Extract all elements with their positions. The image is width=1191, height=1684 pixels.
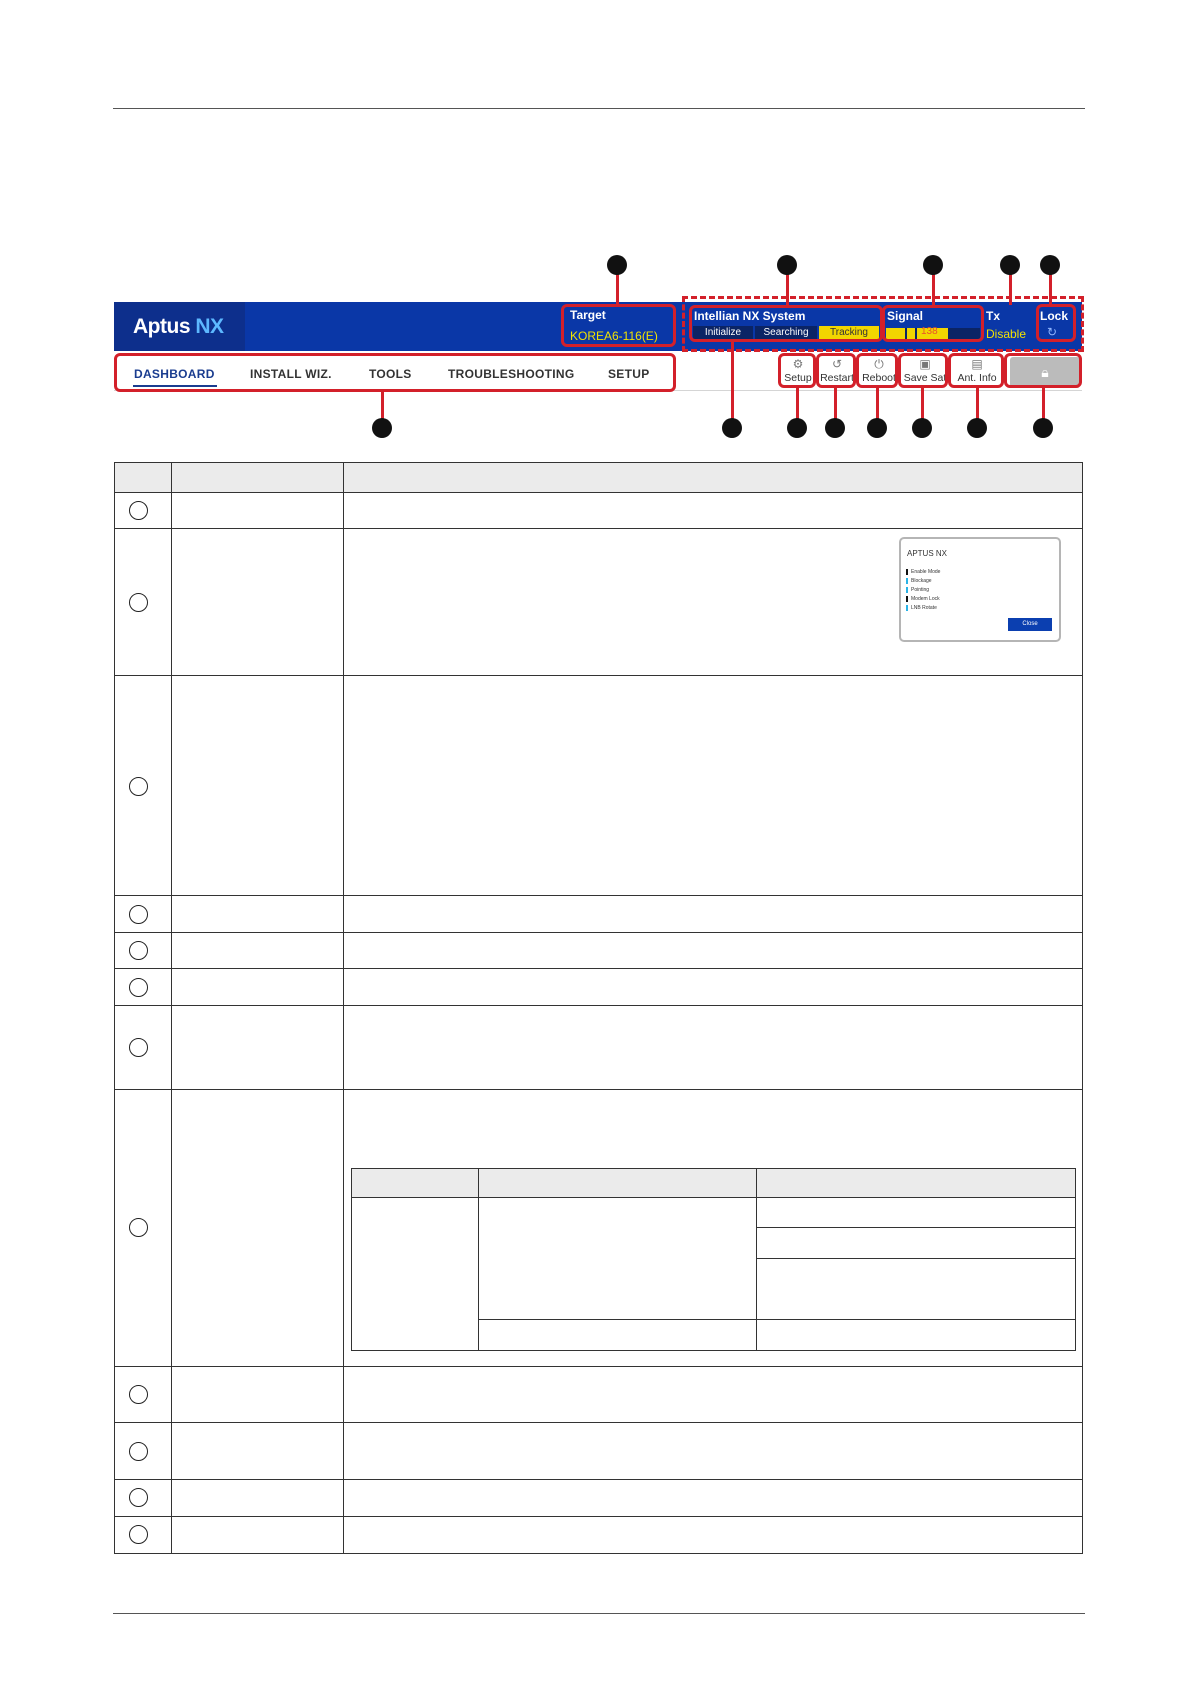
tab-dashboard[interactable]: DASHBOARD [134, 367, 215, 381]
row-divider [114, 895, 1083, 896]
target-outline [561, 304, 676, 347]
table-border [114, 462, 1083, 463]
callout-marker [912, 418, 932, 438]
tx-value: Disable [986, 327, 1027, 341]
callout-marker [372, 418, 392, 438]
table-border [114, 1553, 1083, 1554]
save-icon: ▣ [919, 357, 931, 371]
leader-line [834, 387, 837, 420]
ant-info-button-label: Ant. Info [957, 372, 997, 384]
gear-icon: ⚙ [792, 357, 804, 371]
save-sat-outline [898, 353, 948, 388]
logo-accent: NX [195, 315, 224, 338]
callout-marker [867, 418, 887, 438]
inner-table-border [351, 1168, 1076, 1169]
popup-item-marker [906, 578, 908, 584]
callout-marker [787, 418, 807, 438]
state-searching: Searching [755, 326, 817, 340]
nav-outline [114, 353, 676, 392]
bottom-rule [113, 1613, 1085, 1614]
leader-line [876, 387, 879, 420]
setup-outline [778, 353, 816, 388]
callout-marker [1000, 255, 1020, 275]
row-number-circle [129, 1442, 148, 1461]
leader-line [976, 387, 979, 420]
ant-info-outline [948, 353, 1004, 388]
callout-marker [1040, 255, 1060, 275]
restart-outline [816, 353, 856, 388]
save-sat-button-label: Save Sat [903, 372, 947, 384]
top-rule [113, 108, 1085, 109]
row-number-circle [129, 905, 148, 924]
tab-setup[interactable]: SETUP [608, 367, 650, 381]
lock-button-outline [1004, 353, 1082, 388]
row-divider [114, 1005, 1083, 1006]
row-divider [114, 1479, 1083, 1480]
signal-value: 138 [921, 326, 938, 337]
row-number-circle [129, 501, 148, 520]
inner-column-divider [478, 1168, 479, 1351]
leader-line [921, 387, 924, 420]
table-header [114, 462, 1082, 492]
system-outline [689, 305, 883, 342]
leader-line [731, 340, 734, 420]
table-border [114, 462, 115, 1554]
state-initialize: Initialize [693, 326, 753, 340]
app-logo [133, 315, 224, 339]
row-divider [114, 1422, 1083, 1423]
row-number-circle [129, 978, 148, 997]
state-tracking: Tracking [819, 326, 879, 340]
popup-title: APTUS NX [907, 549, 948, 558]
info-icon: ▤ [971, 357, 983, 371]
reboot-button-label: Reboot [862, 372, 896, 384]
tx-label: Tx [986, 309, 1001, 323]
row-number-circle [129, 941, 148, 960]
leader-line [796, 387, 799, 420]
popup-item-marker [906, 587, 908, 593]
popup-item-marker [906, 569, 908, 575]
popup-item: Enable Mode [911, 569, 941, 575]
row-number-circle [129, 1525, 148, 1544]
system-label: Intellian NX System [694, 309, 806, 323]
lock-outline [1036, 304, 1076, 342]
row-divider [114, 968, 1083, 969]
popup-close-button[interactable]: Close [1008, 618, 1052, 631]
leader-line [381, 391, 384, 421]
power-icon: ⏻ [874, 357, 884, 371]
inner-row-divider [756, 1258, 1076, 1259]
popup-item: Pointing [911, 587, 930, 593]
row-divider [114, 492, 1083, 493]
callout-marker [967, 418, 987, 438]
restart-button-label: Restart [820, 372, 854, 384]
callout-marker [722, 418, 742, 438]
row-number-circle [129, 1218, 148, 1237]
row-number-circle [129, 777, 148, 796]
row-divider [114, 528, 1083, 529]
leader-line [1042, 387, 1045, 420]
row-number-circle [129, 1385, 148, 1404]
column-divider [171, 462, 172, 1554]
signal-outline [882, 305, 984, 342]
inner-table-border [351, 1350, 1076, 1351]
lock-icon: 🔒︎ [1041, 364, 1049, 380]
callout-marker [777, 255, 797, 275]
row-number-circle [129, 1488, 148, 1507]
row-number-circle [129, 1038, 148, 1057]
tab-troubleshooting[interactable]: TROUBLESHOOTING [448, 367, 575, 381]
popup-item-marker [906, 605, 908, 611]
popup-item: Blockage [911, 578, 932, 584]
setup-button-label: Setup [784, 372, 812, 384]
restart-icon: ↺ [831, 357, 843, 371]
row-number-circle [129, 593, 148, 612]
lock-label: Lock [1040, 309, 1069, 323]
inner-row-divider [478, 1319, 1076, 1320]
row-divider [114, 675, 1083, 676]
inner-table-border [351, 1197, 1076, 1198]
column-divider [343, 462, 344, 1554]
target-label: Target [570, 308, 606, 322]
inner-table-border [1075, 1168, 1076, 1351]
row-divider [114, 1366, 1083, 1367]
inner-column-divider [756, 1168, 757, 1351]
inner-table-border [351, 1168, 352, 1351]
callout-marker [923, 255, 943, 275]
popup-item-marker [906, 596, 908, 602]
tab-install-wiz[interactable]: INSTALL WIZ. [250, 367, 332, 381]
logo-main: Aptus [133, 315, 190, 338]
popup-item: LNB Rotate [911, 605, 937, 611]
popup-item: Modem Lock [911, 596, 940, 602]
row-divider [114, 1516, 1083, 1517]
refresh-icon: ↻ [1047, 325, 1058, 339]
target-value: KOREA6-116(E) [570, 329, 658, 343]
inner-row-divider [756, 1227, 1076, 1228]
callout-marker [825, 418, 845, 438]
table-border [1082, 462, 1083, 1554]
row-divider [114, 932, 1083, 933]
signal-label: Signal [887, 309, 924, 323]
callout-marker [607, 255, 627, 275]
reboot-outline [856, 353, 898, 388]
tab-tools[interactable]: TOOLS [369, 367, 412, 381]
inner-table-header [351, 1168, 1076, 1197]
callout-marker [1033, 418, 1053, 438]
row-divider [114, 1089, 1083, 1090]
